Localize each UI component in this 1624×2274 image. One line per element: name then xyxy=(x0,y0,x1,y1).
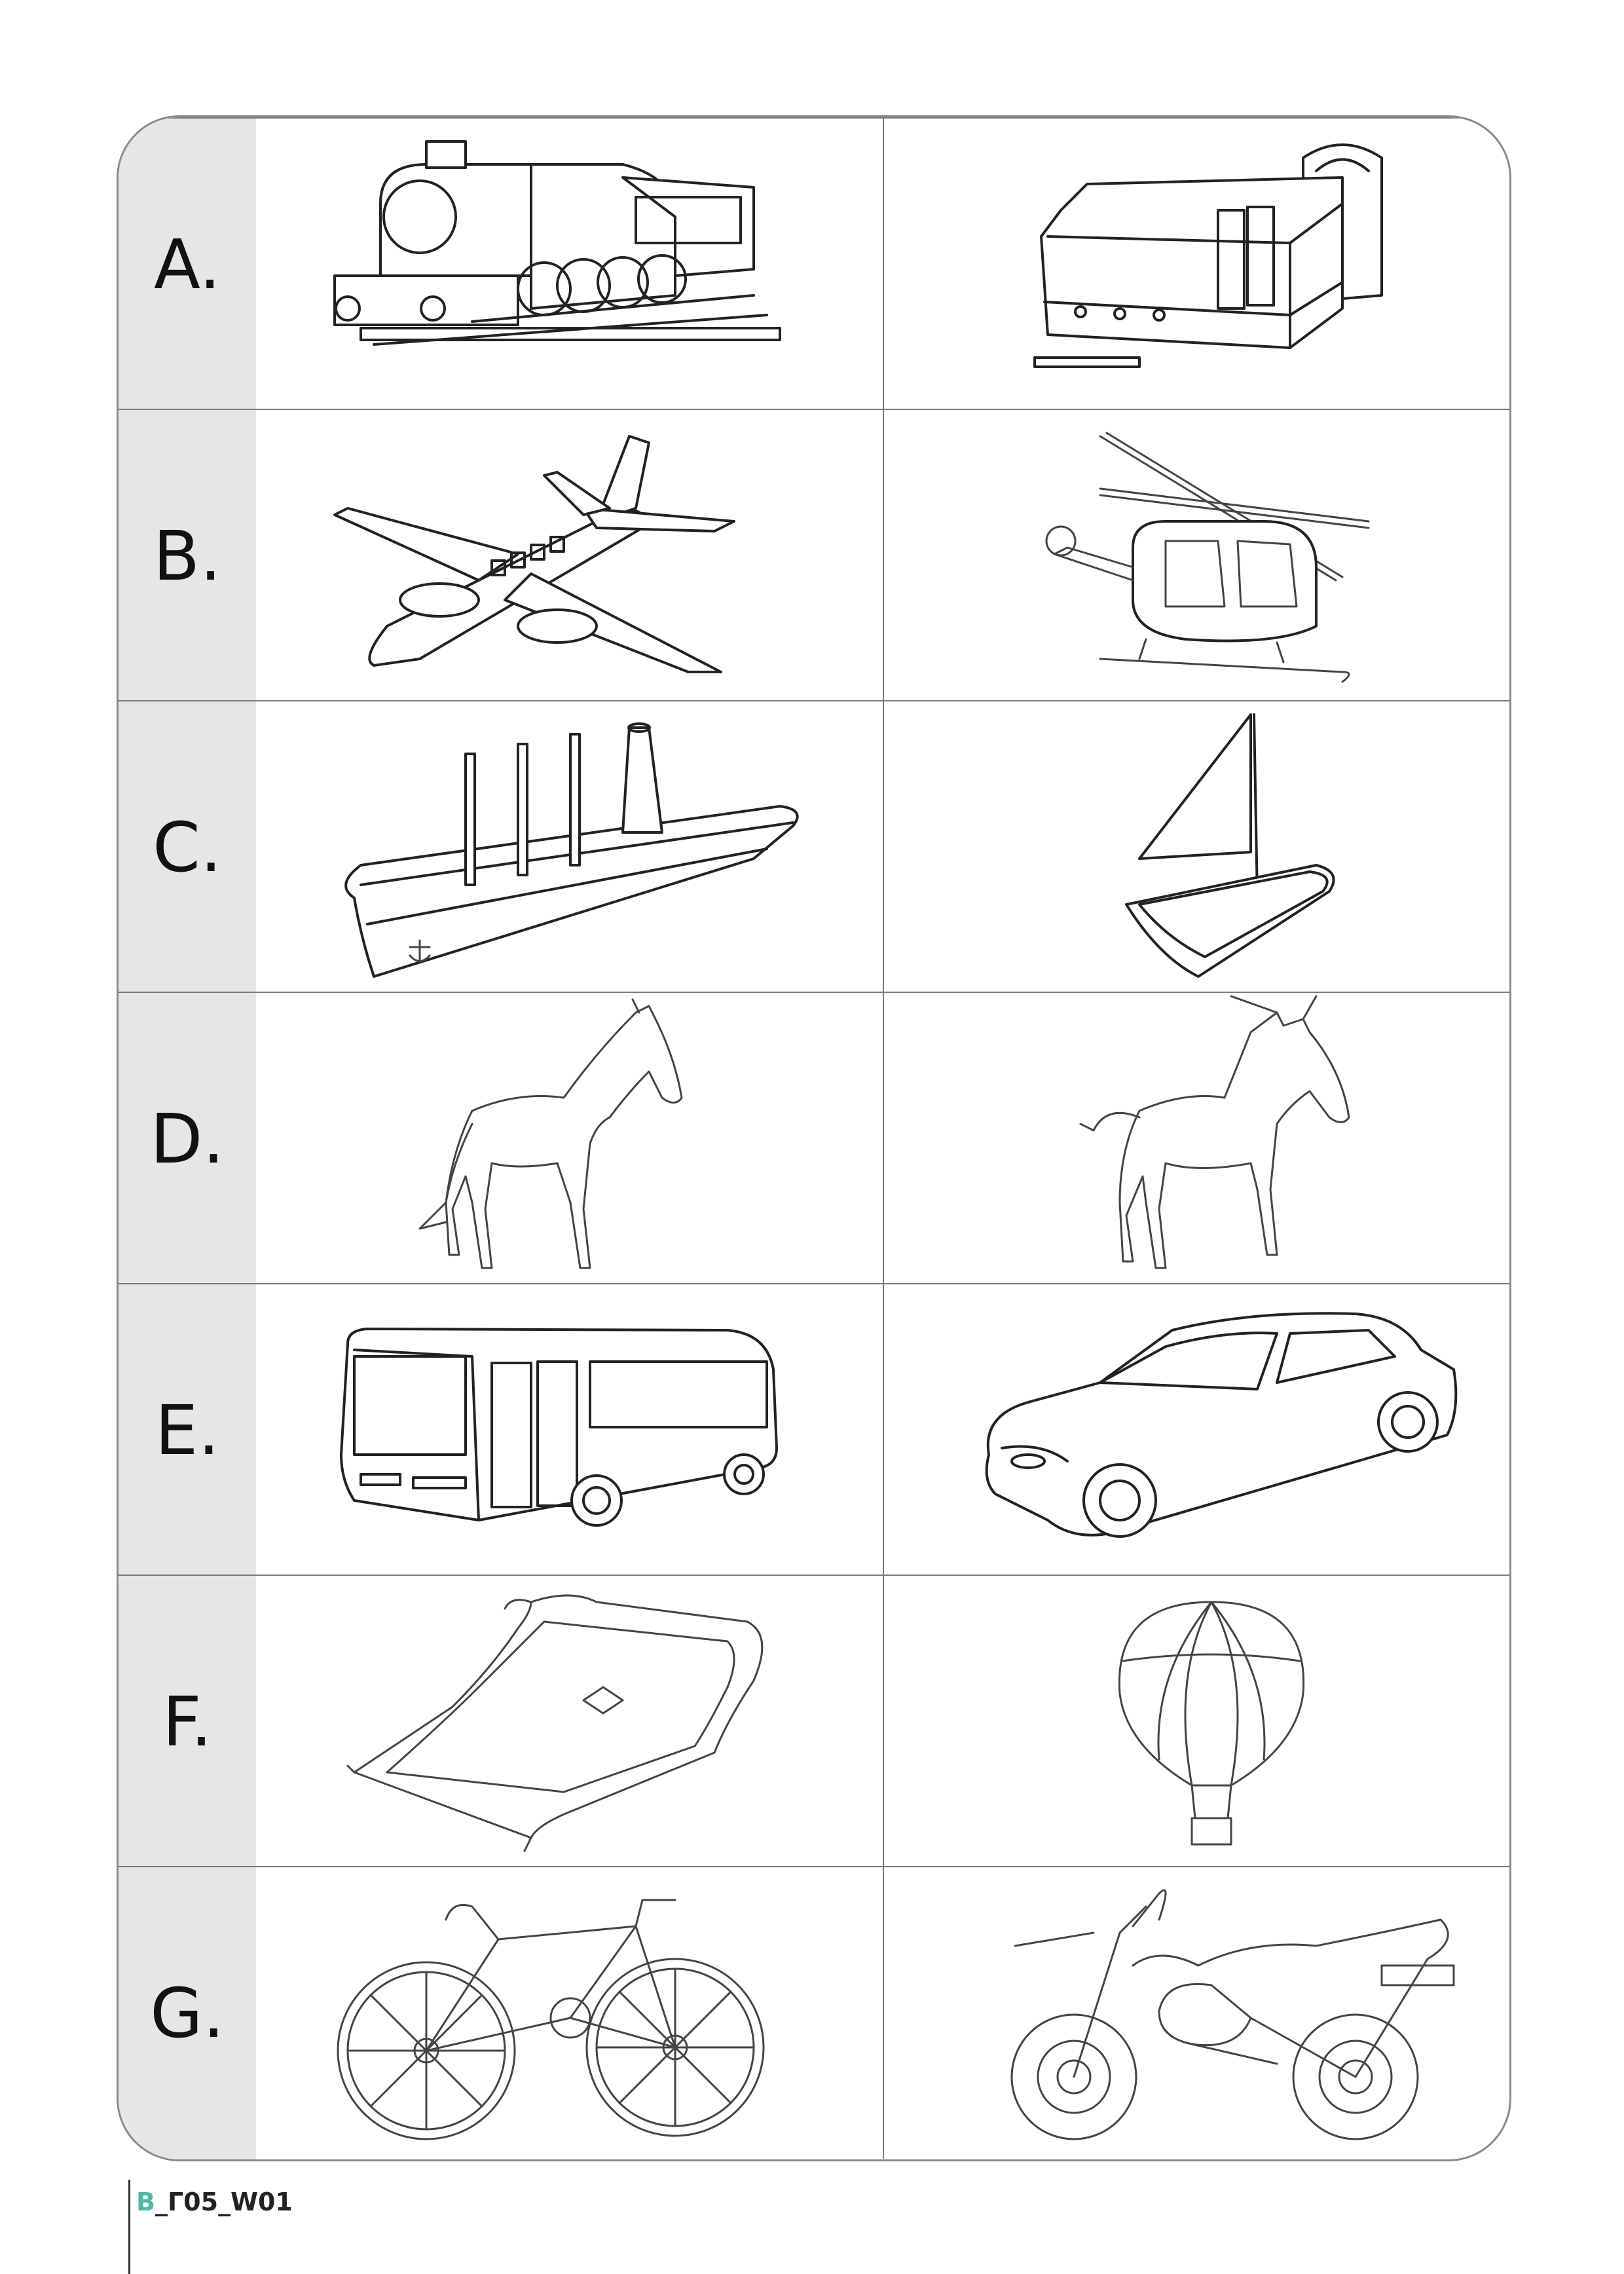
car-icon xyxy=(884,1284,1509,1576)
cell-g-left[interactable] xyxy=(256,1867,884,2159)
cell-g-right[interactable] xyxy=(884,1867,1509,2159)
cell-e-right[interactable] xyxy=(884,1284,1509,1576)
cell-d-right[interactable] xyxy=(884,993,1509,1284)
row-f xyxy=(119,1575,1509,1867)
donkey-icon xyxy=(884,993,1509,1284)
motorcycle-icon xyxy=(884,1867,1509,2159)
page-code-text: _Γ05_W01 xyxy=(155,2188,293,2216)
row-g xyxy=(119,1866,1509,2159)
row-b xyxy=(119,409,1509,701)
row-e xyxy=(119,1283,1509,1576)
page-code xyxy=(128,2188,293,2216)
row-letter: A. xyxy=(153,224,221,305)
row-d xyxy=(119,992,1509,1284)
cell-b-right[interactable] xyxy=(884,410,1509,701)
row-c xyxy=(119,700,1509,993)
bicycle-icon xyxy=(256,1867,883,2159)
sailboat-icon xyxy=(884,701,1509,993)
page-code-prefix: B xyxy=(136,2188,155,2216)
row-letter: F. xyxy=(162,1681,213,1762)
cell-f-right[interactable] xyxy=(884,1576,1509,1867)
row-a xyxy=(119,117,1509,410)
worksheet-table xyxy=(117,115,1511,2161)
cell-d-left[interactable] xyxy=(256,993,884,1284)
steamship-icon xyxy=(256,701,883,993)
cell-a-right[interactable] xyxy=(884,119,1509,410)
cell-b-left[interactable] xyxy=(256,410,884,701)
helicopter-icon xyxy=(884,410,1509,701)
cell-c-right[interactable] xyxy=(884,701,1509,993)
row-letter: G. xyxy=(150,1973,225,2053)
cell-f-left[interactable] xyxy=(256,1576,884,1867)
row-letter: D. xyxy=(150,1098,225,1179)
hot-air-balloon-icon xyxy=(884,1576,1509,1867)
bus-icon xyxy=(256,1284,883,1576)
horse-icon xyxy=(256,993,883,1284)
row-letter: C. xyxy=(153,807,222,887)
steam-locomotive-icon xyxy=(256,119,883,410)
row-letter: E. xyxy=(155,1390,220,1470)
row-letter: B. xyxy=(153,515,222,596)
cell-a-left[interactable] xyxy=(256,119,884,410)
flying-carpet-icon xyxy=(256,1576,883,1867)
subway-train-icon xyxy=(884,119,1509,410)
cell-e-left[interactable] xyxy=(256,1284,884,1576)
cell-c-left[interactable] xyxy=(256,701,884,993)
airplane-icon xyxy=(256,410,883,701)
